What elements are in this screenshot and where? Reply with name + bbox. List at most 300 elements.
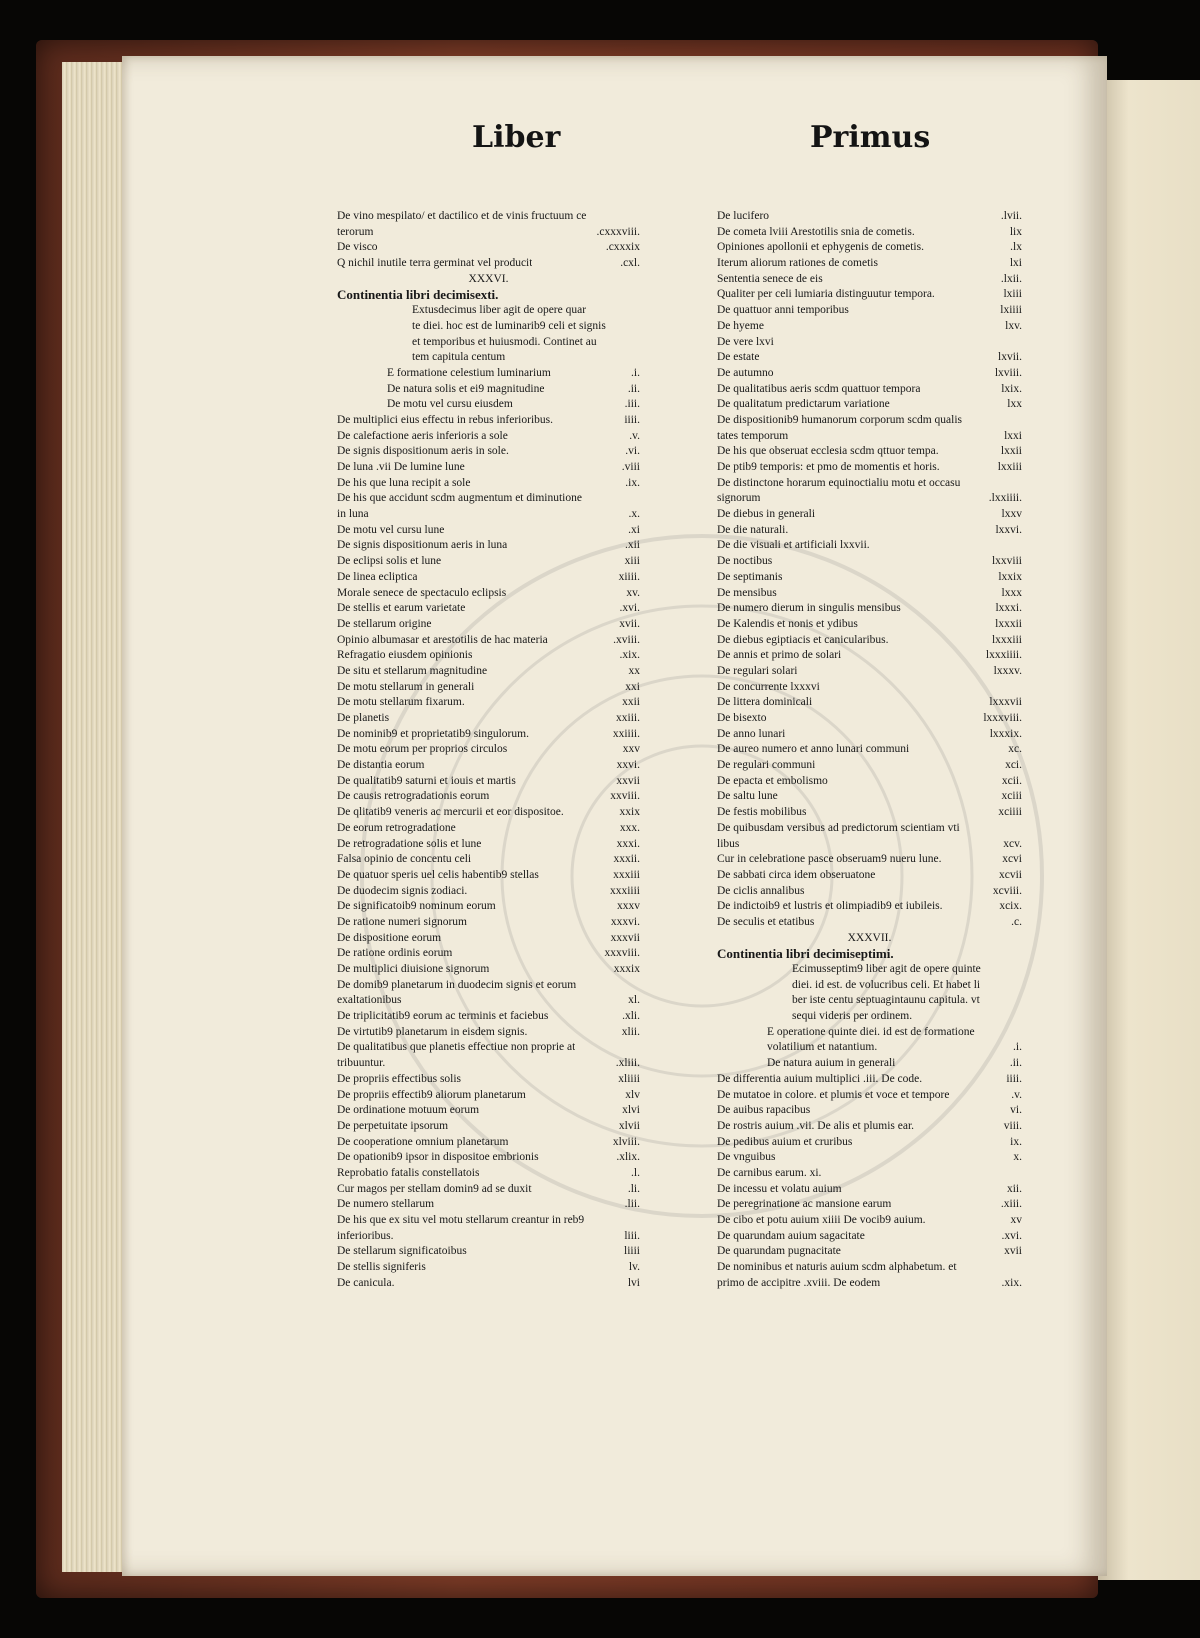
toc-entry-title: De quarundam pugnacitate — [717, 1245, 841, 1258]
toc-entry-number: lxxxv. — [993, 664, 1022, 677]
toc-entry — [337, 727, 640, 743]
toc-entry — [337, 695, 640, 711]
toc-entry-title: De littera dominicali — [717, 696, 813, 709]
toc-entry-title: De sabbati circa idem obseruatone — [717, 868, 876, 881]
toc-entry — [337, 1229, 640, 1245]
toc-entry — [337, 758, 640, 774]
toc-entry-number: xcvii — [999, 868, 1022, 881]
toc-entry-title: De dispositione eorum — [337, 931, 442, 944]
toc-entry-number: .xii — [624, 539, 640, 552]
book-heading: Continentia libri decimisexti. — [337, 287, 499, 303]
toc-entry-number: .xlix. — [616, 1151, 640, 1164]
toc-entry-number: xcv. — [1003, 837, 1022, 850]
toc-entry — [717, 1260, 1022, 1276]
toc-entry-title: De lucifero — [717, 210, 770, 222]
toc-entry-number: .xvi. — [1001, 1229, 1022, 1242]
toc-entry — [337, 570, 640, 586]
toc-entry — [337, 1072, 640, 1088]
toc-entry-title: De stellis et earum varietate — [337, 602, 466, 615]
toc-entry-title: De virtutib9 planetarum in eisdem signis. — [337, 1025, 528, 1038]
toc-entry-title: De perpetuitate ipsorum — [337, 1119, 449, 1132]
toc-entry-number: lix — [1009, 225, 1022, 238]
toc-entry-title: Sententia senece de eis — [717, 272, 823, 285]
toc-entry — [717, 1135, 1022, 1151]
toc-entry-title: De nominib9 et proprietatib9 singulorum. — [337, 727, 529, 740]
toc-entry — [337, 617, 640, 633]
toc-entry-number: .xli. — [622, 1010, 640, 1023]
toc-entry — [337, 931, 640, 947]
toc-entry — [717, 1056, 1022, 1072]
toc-entry — [337, 1040, 640, 1056]
toc-entry — [717, 382, 1022, 398]
toc-entry-title: De stellis signiferis — [337, 1261, 426, 1274]
toc-entry — [717, 1088, 1022, 1104]
toc-entry-title: De vino mespilato/ et dactilico et de vinis fructuum ce — [337, 210, 587, 222]
toc-entry-number — [1018, 538, 1022, 554]
toc-entry — [717, 695, 1022, 711]
toc-entry-number: .xiii. — [1000, 1198, 1022, 1211]
toc-entry-number: liiii — [624, 1245, 640, 1258]
toc-entry-title: De signis dispositionum aeris in luna — [337, 539, 508, 552]
toc-entry — [717, 1072, 1022, 1088]
toc-entry-number: xci. — [1005, 759, 1022, 772]
toc-entry-title: De motu vel cursu lune — [337, 523, 445, 536]
toc-entry-title: De carnibus earum. xi. — [717, 1166, 822, 1179]
toc-entry-title: De bisexto — [717, 712, 767, 724]
toc-entry-title: De diebus in generali — [717, 508, 816, 521]
toc-entry-title: De mutatoe in colore. et plumis et voce et tempore — [717, 1088, 950, 1101]
toc-entry-number: .i. — [1013, 1041, 1022, 1054]
toc-entry-title: Opinio albumasar et arestotilis de hac materia — [337, 633, 548, 646]
toc-entry-title: De distinctone horarum equinoctialiu motu et occasu — [717, 476, 961, 489]
toc-entry — [337, 382, 640, 398]
toc-entry-title: De stellarum origine — [337, 617, 432, 630]
toc-entry-title: Falsa opinio de concentu celi — [337, 853, 472, 866]
toc-entry-number: xxiiii. — [612, 727, 640, 740]
toc-entry — [717, 366, 1022, 382]
toc-entry-number: xxx. — [619, 821, 640, 834]
toc-entry-title: De rostris auium .vii. De alis et plumis ear. — [717, 1119, 915, 1132]
toc-entry-number: lxxvi. — [995, 523, 1022, 536]
toc-entry — [717, 319, 1022, 335]
toc-entry-number — [1018, 1260, 1022, 1276]
toc-entry-title: De duodecim signis zodiaci. — [337, 884, 468, 897]
toc-entry-title: De ratione numeri signorum — [337, 915, 467, 928]
toc-entry — [717, 1213, 1022, 1229]
toc-entry — [717, 648, 1022, 664]
toc-entry — [717, 664, 1022, 680]
toc-entry — [717, 805, 1022, 821]
toc-entry-title: De motu vel cursu eiusdem — [387, 398, 513, 411]
toc-entry-number: .ix. — [625, 476, 640, 489]
toc-entry-number: .i. — [631, 366, 640, 379]
toc-entry-title: De multiplici eius effectu in rebus inferioribus. — [337, 413, 553, 426]
toc-entry-number: .ii. — [1009, 1057, 1022, 1070]
toc-entry-number: xlv — [625, 1088, 640, 1101]
toc-entry — [337, 899, 640, 915]
toc-entry — [337, 962, 640, 978]
toc-entry — [717, 601, 1022, 617]
toc-entry-number: .xliii. — [615, 1057, 640, 1070]
toc-entry-title: signorum — [717, 492, 761, 505]
toc-entry-number: xxvi. — [616, 759, 640, 772]
toc-entry — [717, 821, 1022, 837]
toc-entry-title: De Kalendis et nonis et ydibus — [717, 617, 858, 630]
toc-entry-title: De quarundam auium sagacitate — [717, 1229, 865, 1242]
toc-entry-number: lxxii — [1000, 445, 1022, 458]
toc-entry-number: xxviii. — [610, 790, 640, 803]
toc-entry — [717, 617, 1022, 633]
toc-entry-title: De vere lxvi — [717, 335, 774, 348]
intro-text: et temporibus et huiusmodi. Continet au — [412, 335, 597, 348]
toc-entry-number: liii. — [624, 1229, 640, 1242]
toc-entry-number: lxxxiii — [991, 633, 1022, 646]
toc-entry — [337, 1166, 640, 1182]
toc-entry-number: iiii. — [624, 413, 640, 426]
toc-entry-title: De qualitatum predictarum variatione — [717, 398, 890, 411]
toc-entry — [337, 523, 640, 539]
toc-entry — [717, 350, 1022, 366]
toc-entry-number: .li. — [627, 1182, 640, 1195]
toc-entry — [337, 240, 640, 256]
toc-entry-number: lxxxix. — [989, 727, 1022, 740]
toc-entry-number: xxvii — [616, 774, 640, 787]
left-column — [337, 209, 640, 1291]
toc-entry-number — [1018, 1166, 1022, 1182]
toc-entry-title: De annis et primo de solari — [717, 649, 842, 662]
toc-entry — [717, 742, 1022, 758]
toc-entry-title: De diebus egiptiacis et canicularibus. — [717, 633, 889, 646]
toc-entry-number: lxviii. — [994, 366, 1022, 379]
toc-entry-number — [636, 1213, 640, 1229]
toc-entry — [337, 1150, 640, 1166]
toc-entry — [717, 1276, 1022, 1292]
toc-entry — [337, 946, 640, 962]
toc-entry — [337, 1025, 640, 1041]
toc-entry-title: De ordinatione motuum eorum — [337, 1104, 480, 1117]
toc-entry-title: De eorum retrogradatione — [337, 821, 456, 834]
toc-entry-number: xlvi — [622, 1104, 640, 1117]
toc-entry-title: De qualitatibus aeris scdm quattuor tempora — [717, 382, 921, 395]
toc-entry-title: De his que luna recipit a sole — [337, 476, 471, 489]
toc-entry-title: Opiniones apollonii et ephygenis de cometis. — [717, 241, 924, 254]
toc-entry-number: xx — [628, 664, 640, 677]
toc-entry-title: De festis mobilibus — [717, 806, 807, 819]
toc-entry — [337, 507, 640, 523]
toc-entry — [337, 742, 640, 758]
toc-entry-number: lxi — [1009, 257, 1022, 270]
toc-entry-title: De natura solis et ei9 magnitudine — [387, 382, 545, 395]
toc-entry-number — [1018, 335, 1022, 351]
toc-entry-number: lxv. — [1005, 319, 1022, 332]
intro-text: sequi videris per ordinem. — [792, 1010, 913, 1023]
toc-entry-title: De ratione ordinis eorum — [337, 947, 453, 960]
toc-entry — [717, 287, 1022, 303]
toc-entry-title: Morale senece de spectaculo eclipsis — [337, 586, 507, 599]
book-heading: Continentia libri decimiseptimi. — [717, 946, 894, 962]
toc-entry — [717, 1182, 1022, 1198]
toc-entry — [717, 1197, 1022, 1213]
toc-entry — [717, 586, 1022, 602]
toc-entry — [717, 1119, 1022, 1135]
toc-entry-title: De numero dierum in singulis mensibus — [717, 602, 901, 615]
toc-entry — [717, 680, 1022, 696]
toc-entry-number: xxxvi. — [610, 915, 640, 928]
toc-entry-title: De his que ex situ vel motu stellarum creantur in reb9 — [337, 1214, 585, 1226]
toc-entry-title: De eclipsi solis et lune — [337, 555, 442, 568]
toc-entry-title: Cur magos per stellam domin9 ad se duxit — [337, 1182, 532, 1195]
toc-entry-title: De propriis effectib9 aliorum planetarum — [337, 1088, 526, 1101]
toc-entry-number: .x. — [628, 508, 640, 521]
toc-entry-title: De quattuor anni temporibus — [717, 304, 849, 317]
toc-entry-title: De canicula. — [337, 1276, 395, 1289]
toc-entry-title: De concurrente lxxxvi — [717, 680, 820, 693]
toc-entry — [337, 538, 640, 554]
toc-entry-title: De luna .vii De lumine lune — [337, 461, 465, 473]
toc-entry — [337, 586, 640, 602]
toc-entry-number: .cxxxix — [605, 241, 640, 254]
toc-entry-number: xlvii — [618, 1119, 640, 1132]
toc-entry — [717, 1025, 1022, 1041]
toc-entry-title: De peregrinatione ac mansione earum — [717, 1198, 892, 1211]
toc-entry — [337, 1103, 640, 1119]
toc-entry-number: xxxvii — [610, 931, 640, 944]
toc-entry-title: De qualitatib9 saturni et iouis et martis — [337, 774, 516, 787]
toc-entry-title: De pedibus auium et cruribus — [717, 1135, 853, 1148]
toc-entry-title: Cur in celebratione pasce obseruam9 nueru lune. — [717, 853, 942, 866]
toc-entry-title: De situ et stellarum magnitudine — [337, 664, 488, 677]
toc-entry-title: De estate — [717, 351, 760, 364]
toc-entry-number: lxiii — [1003, 288, 1022, 301]
toc-entry — [717, 397, 1022, 413]
toc-entry-title: De numero stellarum — [337, 1198, 435, 1211]
toc-entry — [717, 915, 1022, 931]
toc-entry-title: De qlitatib9 veneris ac mercurii et eor dispositoe. — [337, 806, 564, 819]
toc-entry-number: lxx — [1007, 398, 1022, 411]
toc-entry-number: .v. — [629, 429, 640, 442]
toc-entry — [717, 554, 1022, 570]
toc-entry-number: xxiii. — [616, 712, 640, 724]
toc-entry-number: xcii. — [1001, 774, 1022, 787]
toc-entry — [717, 209, 1022, 225]
page-edges — [62, 62, 122, 1572]
toc-entry-title: De his que obseruat ecclesia scdm qttuor tempa. — [717, 445, 939, 458]
toc-entry-number: xxxv — [617, 900, 640, 913]
toc-entry-title: De motu eorum per proprios circulos — [337, 743, 508, 756]
toc-entry — [717, 413, 1022, 429]
toc-entry-number: xlviii. — [612, 1135, 640, 1148]
toc-entry-title: De propriis effectibus solis — [337, 1072, 462, 1085]
toc-entry — [337, 460, 640, 476]
toc-entry-title: De motu stellarum in generali — [337, 680, 475, 693]
facing-page — [1098, 80, 1200, 1580]
toc-entry — [337, 444, 640, 460]
toc-entry-number: xlii. — [621, 1025, 640, 1038]
running-head-left: Liber — [472, 120, 561, 155]
toc-entry — [337, 1197, 640, 1213]
toc-entry-number — [1018, 680, 1022, 696]
toc-entry — [717, 507, 1022, 523]
toc-entry — [337, 1088, 640, 1104]
toc-entry — [337, 491, 640, 507]
toc-entry — [717, 256, 1022, 272]
toc-entry — [717, 774, 1022, 790]
toc-entry-title: De significatoib9 nominum eorum — [337, 900, 496, 913]
intro-text: te diei. hoc est de luminarib9 celi et signis — [412, 319, 606, 332]
toc-entry-title: De auibus rapacibus — [717, 1104, 811, 1117]
toc-entry-number: .cxxxviii. — [596, 225, 640, 238]
toc-entry-number: xxxiii — [613, 868, 640, 881]
toc-entry-number: lxxi — [1004, 429, 1022, 442]
toc-entry — [717, 444, 1022, 460]
intro-text: diei. id est. de volucribus celi. Et habet li — [792, 978, 981, 991]
toc-entry-title: De vnguibus — [717, 1151, 776, 1164]
toc-entry-title: De multiplici diuisione signorum — [337, 963, 490, 975]
toc-entry-number: viii. — [1003, 1119, 1022, 1132]
toc-entry-title: De quibusdam versibus ad predictorum scientiam vti — [717, 821, 960, 834]
toc-entry-number: x. — [1013, 1151, 1022, 1164]
toc-entry-number: .lii. — [624, 1198, 640, 1211]
toc-entry — [337, 366, 640, 382]
intro-text: Ecimusseptim9 liber agit de opere quinte — [792, 963, 981, 975]
toc-entry-number: lxxxi. — [995, 602, 1022, 615]
toc-entry-title: De distantia eorum — [337, 759, 425, 772]
toc-entry-number: xiiii. — [618, 570, 640, 583]
running-head-right: Primus — [810, 120, 931, 155]
toc-entry-title: inferioribus. — [337, 1229, 394, 1242]
toc-entry-number: lxxxii — [995, 617, 1022, 630]
toc-entry — [717, 1150, 1022, 1166]
toc-entry-title: De cometa lviii Arestotilis snia de cometis. — [717, 225, 915, 238]
toc-entry-number: .lxxiiii. — [988, 492, 1022, 505]
toc-entry-title: De linea ecliptica — [337, 570, 418, 583]
toc-entry-number: xliiii — [618, 1072, 640, 1085]
toc-entry — [337, 1056, 640, 1072]
toc-entry-title: Refragatio eiusdem opinionis — [337, 649, 473, 662]
toc-entry-title: De aureo numero et anno lunari communi — [717, 743, 910, 756]
toc-entry-title: Qualiter per celi lumiaria distinguutur tempora. — [717, 288, 935, 301]
toc-entry-title: De anno lunari — [717, 727, 786, 740]
toc-entry-number: .iii. — [624, 398, 640, 411]
toc-entry-number: xxxiiii — [609, 884, 640, 897]
toc-entry-title: De quatuor speris uel celis habentib9 stellas — [337, 868, 539, 881]
toc-entry — [717, 476, 1022, 492]
toc-entry — [717, 272, 1022, 288]
toc-entry-number: xxi — [625, 680, 640, 693]
toc-entry — [337, 1182, 640, 1198]
toc-entry-number: .xix. — [619, 649, 640, 662]
toc-entry-number — [1018, 821, 1022, 837]
toc-entry — [337, 554, 640, 570]
toc-entry-title: De signis dispositionum aeris in sole. — [337, 445, 509, 458]
toc-entry — [337, 648, 640, 664]
toc-entry-number: .xvi. — [619, 602, 640, 615]
toc-entry-title: De his que accidunt scdm augmentum et diminutione — [337, 492, 582, 505]
toc-entry — [337, 837, 640, 853]
toc-entry-number: xcvi — [1002, 853, 1022, 866]
toc-entry — [717, 868, 1022, 884]
toc-entry — [717, 789, 1022, 805]
toc-entry-number: lxix. — [1001, 382, 1022, 395]
toc-entry-number — [1018, 1025, 1022, 1041]
book-numeral: XXXVI. — [468, 272, 509, 285]
toc-entry — [337, 868, 640, 884]
toc-entry-number: xxv — [622, 743, 640, 756]
toc-entry — [717, 727, 1022, 743]
toc-entry-number: lvi — [627, 1276, 640, 1289]
toc-entry-title: Iterum aliorum rationes de cometis — [717, 257, 878, 270]
toc-entry-number: xii. — [1006, 1182, 1022, 1195]
toc-entry-number: xiii — [624, 555, 640, 568]
toc-entry — [337, 852, 640, 868]
toc-entry-number: .lx — [1010, 241, 1022, 254]
toc-entry-number: xvii. — [619, 617, 640, 630]
toc-entry-title: De cooperatione omnium planetarum — [337, 1135, 509, 1148]
toc-entry-number — [636, 1040, 640, 1056]
toc-entry — [337, 397, 640, 413]
toc-entry — [337, 476, 640, 492]
toc-entry-title: De differentia auium multiplici .iii. De code. — [717, 1072, 923, 1085]
toc-entry-title: De visco — [337, 241, 378, 254]
toc-entry — [337, 789, 640, 805]
toc-entry-number: xxxii. — [613, 853, 640, 866]
toc-entry-title: De cibo et potu auium xiiii De vocib9 auium. — [717, 1214, 926, 1226]
toc-entry-number: iiii. — [1006, 1072, 1022, 1085]
toc-entry-title: De die naturali. — [717, 523, 789, 536]
toc-entry — [717, 633, 1022, 649]
toc-entry — [337, 1009, 640, 1025]
toc-entry — [337, 805, 640, 821]
toc-entry — [717, 570, 1022, 586]
toc-entry-number: vi. — [1010, 1104, 1022, 1117]
toc-entry-number: lxvii. — [998, 351, 1022, 364]
toc-entry-title: De indictoib9 et lustris et olimpiadib9 et iubileis. — [717, 900, 943, 913]
toc-entry-title: volatilium et natantium. — [767, 1041, 878, 1054]
toc-entry-number: xxii — [622, 696, 640, 709]
toc-entry — [717, 758, 1022, 774]
toc-entry-number: .xviii. — [613, 633, 640, 646]
intro-text: Extusdecimus liber agit de opere quar — [412, 304, 587, 317]
toc-entry-title: De ciclis annalibus — [717, 884, 805, 897]
toc-entry — [717, 884, 1022, 900]
toc-entry-title: De saltu lune — [717, 790, 778, 803]
toc-entry — [337, 225, 640, 241]
toc-entry-number: xciiii — [998, 806, 1022, 819]
toc-entry — [337, 1135, 640, 1151]
toc-entry — [337, 1276, 640, 1292]
toc-entry-number: .c. — [1011, 915, 1022, 928]
toc-entry-title: De motu stellarum fixarum. — [337, 696, 465, 709]
toc-entry — [337, 978, 640, 994]
toc-entry — [717, 523, 1022, 539]
toc-entry — [717, 460, 1022, 476]
toc-entry-number: xvii — [1004, 1245, 1022, 1258]
toc-entry — [337, 633, 640, 649]
toc-entry-title: De domib9 planetarum in duodecim signis et eorum — [337, 978, 577, 991]
toc-entry-number — [636, 491, 640, 507]
toc-entry-title: De calefactione aeris inferioris a sole — [337, 429, 508, 442]
toc-entry-number: lxxv — [1001, 508, 1022, 521]
toc-entry-number: .v. — [1011, 1088, 1022, 1101]
toc-entry — [717, 837, 1022, 853]
toc-entry-title: De mensibus — [717, 586, 777, 599]
toc-entry — [717, 852, 1022, 868]
toc-entry-number — [1018, 476, 1022, 492]
toc-entry — [717, 303, 1022, 319]
toc-entry — [337, 711, 640, 727]
toc-entry-title: De septimanis — [717, 570, 783, 583]
toc-entry-title: exaltationibus — [337, 994, 402, 1007]
